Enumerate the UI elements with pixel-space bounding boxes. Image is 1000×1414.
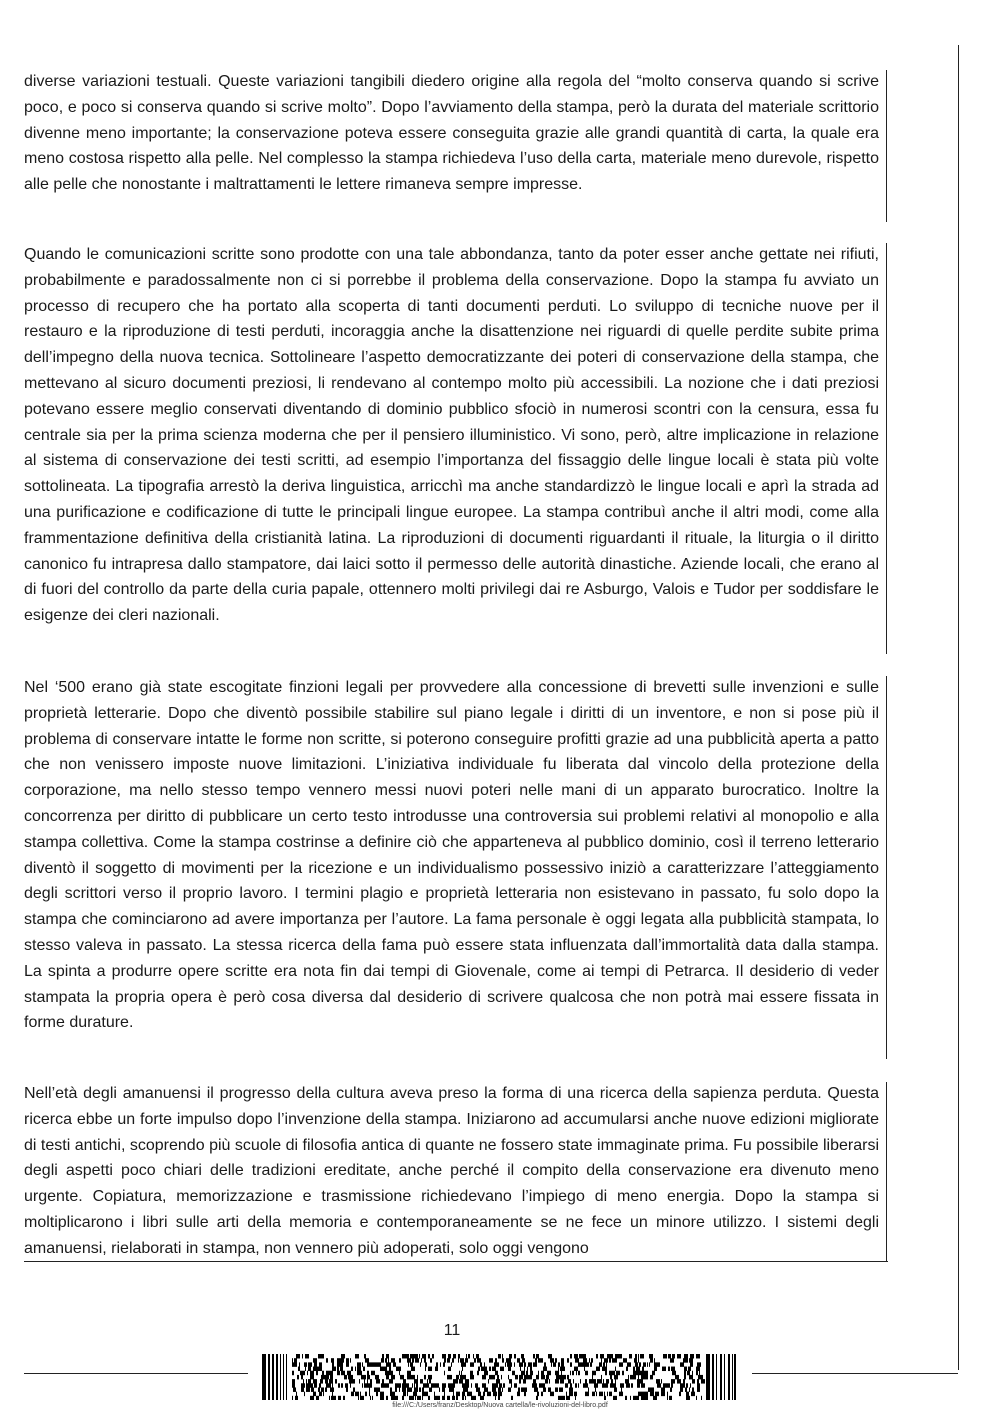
footer-rule-left [24, 1373, 248, 1374]
paragraph-2-side-rule [886, 243, 887, 654]
paragraph-4-side-rule [886, 1082, 887, 1262]
paragraph-1: diverse variazioni testuali. Queste variazioni tangibili diedero origine alla regola del “molto conserva quando si scrive poco, e poco si conserva quando si scrive molto”. Dopo l’avviamento della stampa, però la durata del materiale scrittorio divenne meno importante; la conservazione poteva essere conseguita grazie alle grandi quantità di carta, la quale era meno costosa rispetto alla pelle. Nel complesso la stampa richiedeva l’uso della carta, materiale meno durevole, rispetto alle pelle che nonostante i maltrattamenti le lettere rimaneva sempre impresse. [24, 73, 879, 194]
page-number: 11 [443, 1322, 461, 1339]
pdf417-barcode-icon [262, 1354, 736, 1400]
file-path: file:///C:/Users/franz/Desktop/Nuova cartella/le-rivoluzioni-del-libro.pdf [392, 1402, 608, 1409]
paragraph-3: Nel ‘500 erano già state escogitate finzioni legali per provvedere alla concessione di brevetti sulle invenzioni e sulle proprietà letterarie. Dopo che diventò possibile stabilire sul piano legale i diritti di un inventore, e non si pose più il problema di conservare intatte le forme non scritte, si poterono conseguire profitti grazie ad una pubblicità aperta a patto che non venissero imposte nuove limitazioni. L’iniziativa individuale fu liberata dal vincolo della protezione della corporazione, ma nello stesso tempo vennero messi nuovi poteri nelle mani di un apparato burocratico. Inoltre la concorrenza per diritto di pubblicare un certo testo introdusse una controversia sui problemi relativi al monopolio e alla stampa collettiva. Come la stampa costrinse a definire ciò che apparteneva al pubblico dominio, così il terreno letterario diventò il soggetto di movimenti per la ricezione e un individualismo possessivo iniziò a caratterizzare l’atteggiamento degli scrittori verso il proprio lavoro. I termini plagio e proprietà letteraria non esistevano in passato, fu solo dopo la stampa che cominciarono ad avere importanza per l’autore. La fama personale è oggi legata alla pubblicità stampata, lo stesso valeva in passato. La stessa ricerca della fama può essere stata influenzata dall’immortalità data dalla stampa. La spinta a produrre opere scritte era nota fin dai tempi di Giovenale, come ai tempi di Petrarca. Il desiderio di veder stampata la propria opera è però cosa diversa dal desiderio di scrivere qualcosa che non potrà mai essere fissata in forme durature. [24, 679, 879, 1032]
paragraph-4: Nell’età degli amanuensi il progresso della cultura aveva preso la forma di una ricerca della sapienza perduta. Questa ricerca ebbe un forte impulso dopo l’invenzione della stampa. Iniziarono ad accumularsi anche nuove edizioni migliorate di testi antichi, scoprendo più scuole di filosofia antica di quante ne fossero state immaginate prima. Fu possibile liberarsi degli aspetti poco chiari delle tradizioni ereditate, anche perché il compito della conservazione era divenuto meno urgente. Copiatura, memorizzazione e trasmissione richiedevano l’impiego di meno energia. Dopo la stampa si moltiplicarono i libri sulle arti della memoria e contemporaneamente se ne fece un minore utilizzo. I sistemi degli amanuensi, rielaborati in stampa, non vennero più adoperati, solo oggi vengono [24, 1085, 879, 1257]
paragraph-3-side-rule [886, 676, 887, 1059]
footer-rule-right [752, 1373, 958, 1374]
paragraph-1-side-rule [886, 70, 887, 222]
page-right-border [958, 45, 959, 1370]
text-bottom-rule [24, 1261, 888, 1262]
paragraph-2: Quando le comunicazioni scritte sono prodotte con una tale abbondanza, tanto da poter esser anche gettate nei rifiuti, probabilmente e paradossalmente non ci si porrebbe il problema della conservazione. Dopo la stampa fu avviato un processo di recupero che ha portato alla scoperta di tanti documenti perduti. Lo sviluppo di tecniche nuove per il restauro e la riproduzione di testi perduti, incoraggia anche la disattenzione nei riguardi di quelle perdite subite prima dell’impegno della nuova tecnica. Sottolineare l’aspetto democratizzante dei poteri di conservazione della stampa, che mettevano al sicuro documenti preziosi, li rendevano al contempo molto più accessibili. La nozione che i dati preziosi potevano essere meglio conservati diventando di dominio pubblico sfociò in numerosi scontri con la censura, essa fu centrale sia per la prima scienza moderna che per il pensiero illuministico. Vi sono, però, altre implicazione in relazione al sistema di conservazione dei testi scritti, ad esempio l’importanza del fissaggio delle lingue locali è stata più volte sottolineata. La tipografia arrestò la deriva linguistica, arricchì ma anche standardizzò le lingue locali e aprì la strada ad una purificazione e codificazione di tutte le principali lingue europee. La stampa contribuì anche il altri modi, come alla frammentazione definitiva della cristianità latina. La riproduzioni di documenti riguardanti il rituale, la liturgia o il diritto canonico fu intrapresa dallo stampatore, dai laici sotto il permesso delle autorità dinastiche. Aziende locali, che erano al di fuori del controllo da parte della curia papale, ottennero molti privilegi dai re Asburgo, Valois e Tudor per soddisfare le esigenze dei cleri nazionali. [24, 246, 879, 625]
